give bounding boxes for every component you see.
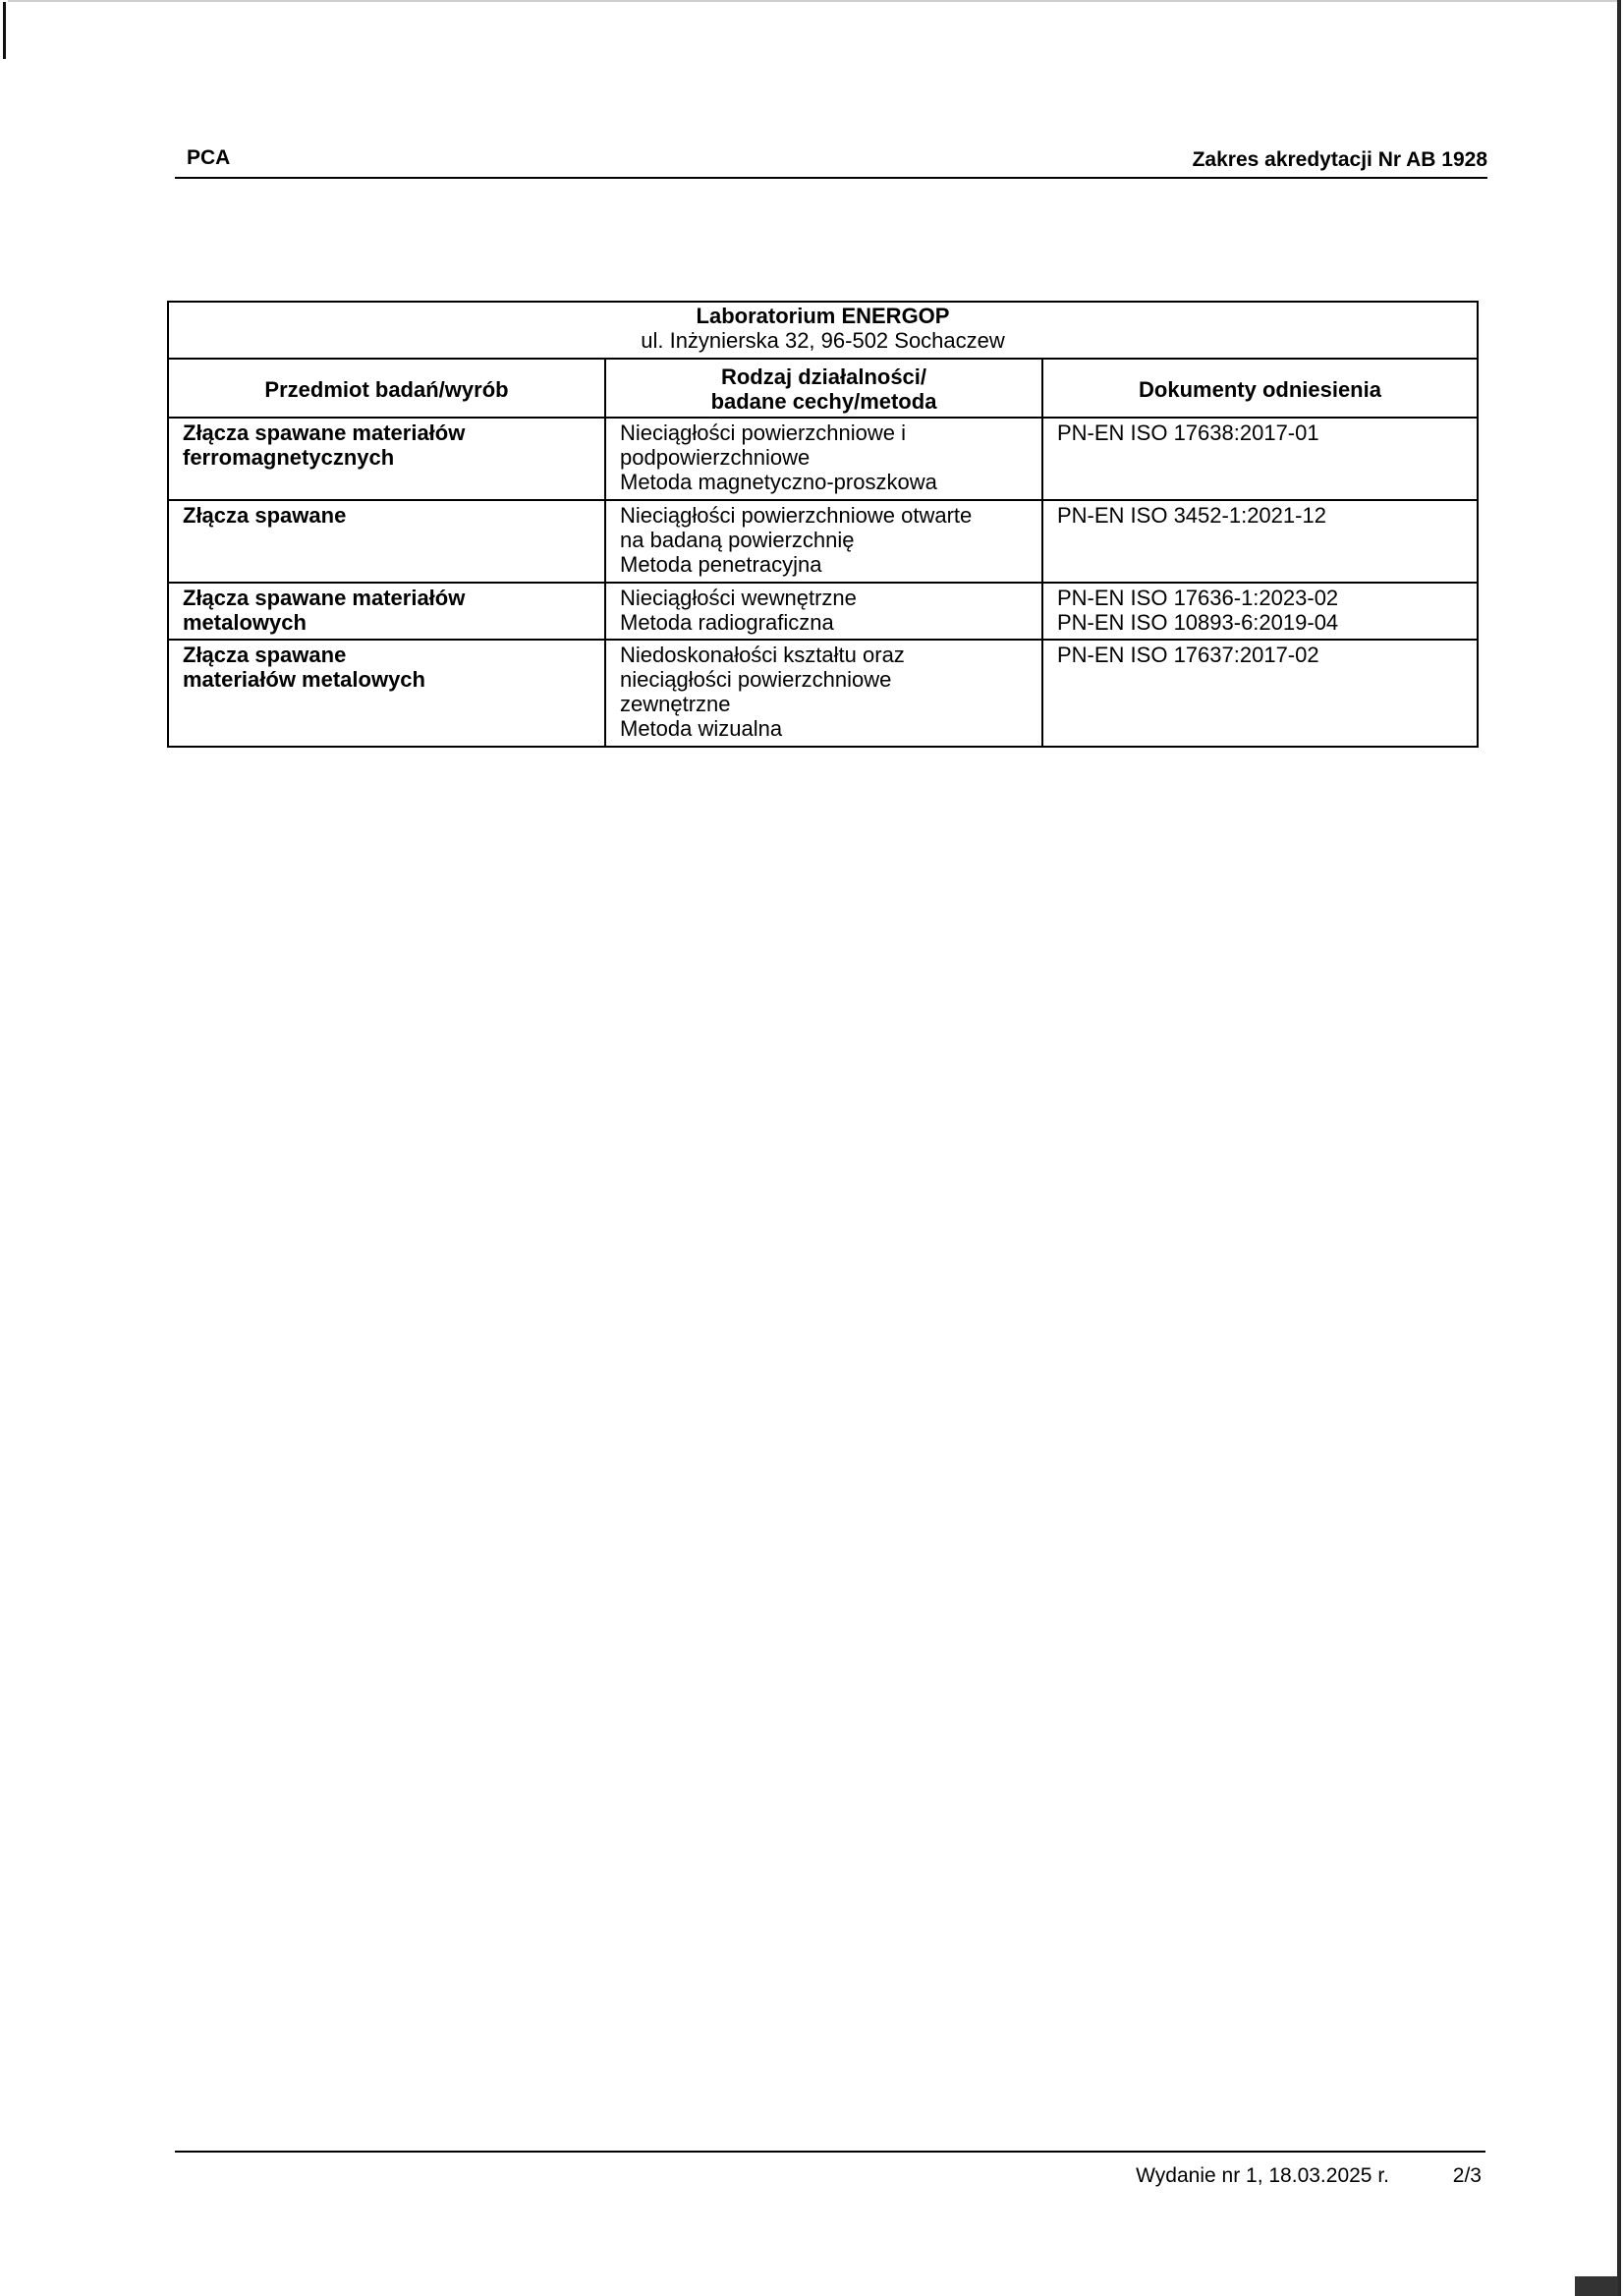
accreditation-scope-table [167,301,1479,748]
table-row [168,640,1478,747]
activity-line: Metoda penetracyjna [620,552,822,577]
table-row [168,418,1478,500]
document-reference: PN-EN ISO 17638:2017-01 [1057,420,1319,445]
scan-corner [1575,2276,1618,2296]
activity-line: zewnętrzne [620,692,731,716]
subject-line: metalowych [183,610,307,635]
subject-line: ferromagnetycznych [183,445,395,470]
lab-row [168,302,1478,359]
activity-line: Nieciągłości powierzchniowe otwarte [620,503,973,528]
activity-line: Metoda radiograficzna [620,610,834,635]
activity-line: Metoda wizualna [620,716,783,741]
activity-cell [605,583,1042,640]
activity-line: Niedoskonałości kształtu oraz [620,643,905,667]
header-organization: PCA [187,146,231,169]
subject-cell [168,640,605,747]
documents-cell [1042,583,1478,640]
scan-mark [3,2,6,59]
column-header-activity-line: Rodzaj działalności/ [720,364,927,389]
document-reference: PN-EN ISO 3452-1:2021-12 [1057,503,1326,528]
page-number: 2/3 [1452,2164,1482,2187]
activity-line: Nieciągłości wewnętrzne [620,586,857,610]
subject-line: Złącza spawane [183,643,347,667]
column-header-documents: Dokumenty odniesienia [1042,359,1478,418]
lab-cell [168,302,1478,359]
lab-address: ul. Inżynierska 32, 96-502 Sochaczew [641,328,1005,353]
column-header-subject: Przedmiot badań/wyrób [168,359,605,418]
subject-cell [168,583,605,640]
activity-cell [605,418,1042,500]
documents-cell [1042,418,1478,500]
column-header-row [168,359,1478,418]
activity-line: na badaną powierzchnię [620,528,855,552]
subject-line: Złącza spawane [183,503,347,528]
activity-line: podpowierzchniowe [620,445,811,470]
activity-cell [605,640,1042,747]
subject-line: Złącza spawane materiałów [183,586,466,610]
column-header-activity-line: badane cechy/metoda [710,389,937,414]
documents-cell [1042,500,1478,583]
table-row [168,583,1478,640]
scan-edge-top [8,0,1617,2]
document-reference: PN-EN ISO 17637:2017-02 [1057,643,1319,667]
header-accreditation-scope: Zakres akredytacji Nr AB 1928 [1192,148,1487,171]
page-header [175,143,1487,179]
subject-cell [168,500,605,583]
activity-line: Metoda magnetyczno-proszkowa [620,470,937,494]
activity-line: nieciągłości powierzchniowe [620,667,892,692]
lab-name: Laboratorium ENERGOP [696,304,950,328]
edition-info: Wydanie nr 1, 18.03.2025 r. [1136,2164,1389,2187]
activity-cell [605,500,1042,583]
table-row [168,500,1478,583]
activity-line: Nieciągłości powierzchniowe i [620,420,907,445]
document-reference: PN-EN ISO 10893-6:2019-04 [1057,610,1339,635]
page-footer [175,2151,1485,2187]
subject-line: materiałów metalowych [183,667,425,692]
subject-cell [168,418,605,500]
documents-cell [1042,640,1478,747]
document-reference: PN-EN ISO 17636-1:2023-02 [1057,586,1339,610]
subject-line: Złącza spawane materiałów [183,420,466,445]
scan-edge-right [1617,0,1621,2296]
column-header-activity [605,359,1042,418]
